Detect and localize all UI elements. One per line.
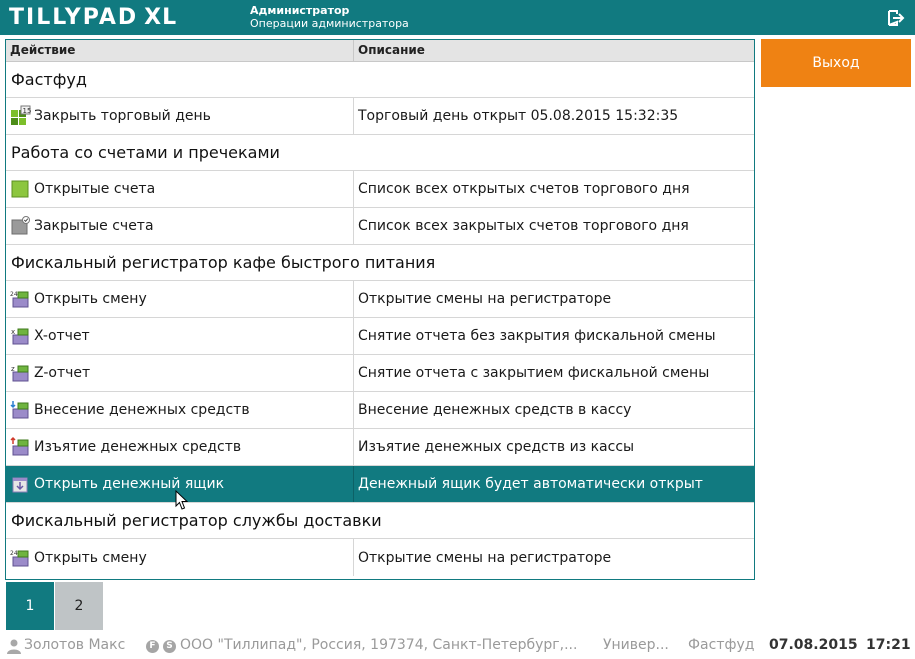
screen-subtitle: Операции администратора bbox=[250, 17, 409, 30]
description-cell: Изъятие денежных средств из кассы bbox=[358, 439, 635, 455]
table-row[interactable] bbox=[6, 355, 754, 392]
status-venue: Универ... bbox=[603, 637, 669, 653]
action-cell bbox=[6, 281, 354, 317]
action-cell bbox=[6, 355, 354, 391]
status-user: Золотов Макс bbox=[24, 637, 126, 653]
table-row[interactable] bbox=[6, 171, 754, 208]
status-date: 07.08.2015 bbox=[769, 637, 858, 653]
open-bills-icon bbox=[10, 179, 30, 199]
action-cell bbox=[6, 539, 354, 576]
action-cell bbox=[6, 98, 354, 134]
action-cell bbox=[6, 318, 354, 354]
section-bills: Работа со счетами и пречеками bbox=[6, 135, 754, 171]
fiscal-f-icon: F bbox=[146, 640, 159, 653]
page-button-2[interactable]: 2 bbox=[55, 582, 103, 630]
section-fastfood: Фастфуд bbox=[6, 62, 754, 98]
action-cell bbox=[6, 392, 354, 428]
table-row[interactable] bbox=[6, 392, 754, 429]
action-label: Z-отчет bbox=[34, 365, 91, 381]
column-header-description: Описание bbox=[358, 43, 425, 57]
svg-text:x: x bbox=[11, 328, 16, 336]
cash-drawer-icon bbox=[10, 474, 30, 494]
z-report-icon bbox=[10, 363, 30, 383]
description-cell: Список всех открытых счетов торгового дня bbox=[358, 181, 690, 197]
svg-text:15: 15 bbox=[22, 107, 32, 115]
operations-table bbox=[5, 39, 755, 580]
user-role: Администратор bbox=[250, 4, 350, 17]
tillypad-logo: TILLYPAD XL bbox=[9, 5, 178, 30]
action-label: Открыть смену bbox=[34, 291, 147, 307]
description-cell: Денежный ящик будет автоматически открыт bbox=[358, 476, 703, 492]
action-label: Открытые счета bbox=[34, 181, 156, 197]
svg-text:24: 24 bbox=[10, 549, 18, 557]
svg-text:z: z bbox=[11, 365, 15, 373]
cash-out-icon bbox=[10, 437, 30, 457]
table-row[interactable] bbox=[6, 539, 754, 576]
status-bar bbox=[0, 632, 915, 659]
action-label: Внесение денежных средств bbox=[34, 402, 250, 418]
description-cell: Внесение денежных средств в кассу bbox=[358, 402, 632, 418]
status-time: 17:21 bbox=[866, 637, 911, 653]
table-row[interactable] bbox=[6, 281, 754, 318]
table-row[interactable] bbox=[6, 318, 754, 355]
user-icon bbox=[6, 638, 22, 654]
table-header bbox=[6, 40, 754, 62]
page-button-1[interactable]: 1 bbox=[6, 582, 54, 630]
description-cell: Открытие смены на регистраторе bbox=[358, 291, 612, 307]
description-cell: Снятие отчета без закрытия фискальной смены bbox=[358, 328, 716, 344]
top-bar bbox=[0, 0, 915, 35]
action-label: Закрыть торговый день bbox=[34, 108, 211, 124]
logout-icon[interactable] bbox=[887, 9, 905, 27]
description-cell: Список всех закрытых счетов торгового дня bbox=[358, 218, 689, 234]
action-label: Изъятие денежных средств bbox=[34, 439, 242, 455]
table-row-selected[interactable] bbox=[6, 466, 754, 503]
description-cell: Снятие отчета с закрытием фискальной смены bbox=[358, 365, 710, 381]
action-label: Открыть смену bbox=[34, 549, 147, 566]
section-fiscal-delivery: Фискальный регистратор службы доставки bbox=[6, 503, 754, 539]
svg-text:24: 24 bbox=[10, 291, 18, 298]
description-cell: Открытие смены на регистраторе bbox=[358, 549, 612, 566]
action-cell bbox=[6, 429, 354, 465]
status-company: ООО "Тиллипад", Россия, 197374, Санкт-Петербург,... bbox=[180, 637, 578, 653]
action-label: Закрытые счета bbox=[34, 218, 154, 234]
column-header-action: Действие bbox=[6, 40, 354, 61]
user-info bbox=[250, 4, 409, 31]
mouse-cursor-icon bbox=[175, 490, 189, 512]
table-row[interactable] bbox=[6, 98, 754, 135]
exit-button[interactable]: Выход bbox=[761, 39, 911, 87]
table-row[interactable] bbox=[6, 208, 754, 245]
description-cell: Торговый день открыт 05.08.2015 15:32:35 bbox=[358, 108, 679, 124]
section-fiscal-cafe: Фискальный регистратор кафе быстрого питания bbox=[6, 245, 754, 281]
action-label: Открыть денежный ящик bbox=[34, 476, 225, 492]
status-mode: Фастфуд bbox=[688, 637, 755, 653]
closed-bills-icon bbox=[10, 216, 30, 236]
x-report-icon bbox=[10, 326, 30, 346]
cash-in-icon bbox=[10, 400, 30, 420]
close-day-icon bbox=[10, 106, 30, 126]
action-cell bbox=[6, 171, 354, 207]
action-cell bbox=[6, 208, 354, 244]
open-shift-icon bbox=[10, 289, 30, 309]
open-shift-icon bbox=[10, 548, 30, 568]
action-label: X-отчет bbox=[34, 328, 90, 344]
table-row[interactable] bbox=[6, 429, 754, 466]
fiscal-s-icon: S bbox=[163, 640, 176, 653]
